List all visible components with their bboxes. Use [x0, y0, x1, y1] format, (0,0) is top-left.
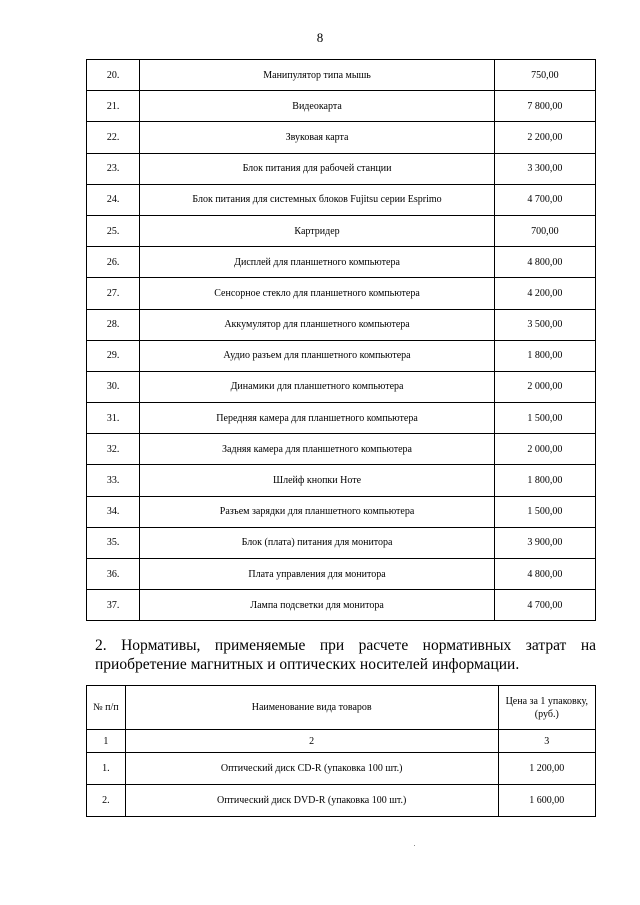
column-index-row: [87, 730, 596, 753]
item-name: Блок питания для рабочей станции: [140, 153, 495, 184]
scan-speck: [414, 845, 415, 846]
item-name: Оптический диск DVD-R (упаковка 100 шт.): [125, 785, 498, 817]
row-number: 24.: [87, 184, 140, 215]
row-number: 29.: [87, 340, 140, 371]
row-number: 1.: [87, 753, 126, 785]
index-name: 2: [125, 730, 498, 753]
table-row: [87, 91, 596, 122]
table-row: [87, 247, 596, 278]
row-number: 27.: [87, 278, 140, 309]
item-name: Блок (плата) питания для монитора: [140, 527, 495, 558]
table-row: [87, 496, 596, 527]
table-header-row: [87, 686, 596, 730]
item-price: 2 200,00: [494, 122, 595, 153]
item-name: Аудио разъем для планшетного компьютера: [140, 340, 495, 371]
row-number: 25.: [87, 215, 140, 246]
table-row: [87, 753, 596, 785]
table-row: [87, 785, 596, 817]
table-row: [87, 527, 596, 558]
table-row: [87, 184, 596, 215]
section-2-heading: 2. Нормативы, применяемые при расчете нормативных затрат на приобретение магнитных и оптических носителей информации.: [95, 637, 596, 673]
row-number: 30.: [87, 371, 140, 402]
table-row: [87, 465, 596, 496]
row-number: 26.: [87, 247, 140, 278]
item-name: Динамики для планшетного компьютера: [140, 371, 495, 402]
item-price: 4 700,00: [494, 184, 595, 215]
item-price: 4 800,00: [494, 247, 595, 278]
page-number: 8: [316, 30, 324, 45]
item-price: 2 000,00: [494, 371, 595, 402]
item-price: 700,00: [494, 215, 595, 246]
item-price: 1 500,00: [494, 496, 595, 527]
item-name: Шлейф кнопки Ноте: [140, 465, 495, 496]
row-number: 21.: [87, 91, 140, 122]
table-row: [87, 590, 596, 621]
row-number: 28.: [87, 309, 140, 340]
item-name: Плата управления для монитора: [140, 559, 495, 590]
item-name: Передняя камера для планшетного компьютера: [140, 403, 495, 434]
item-price: 3 900,00: [494, 527, 595, 558]
row-number: 23.: [87, 153, 140, 184]
index-num: 1: [87, 730, 126, 753]
table-row: [87, 60, 596, 91]
row-number: 2.: [87, 785, 126, 817]
header-price: Цена за 1 упаковку, (руб.): [498, 686, 595, 730]
table-row: [87, 278, 596, 309]
table-row: [87, 215, 596, 246]
row-number: 34.: [87, 496, 140, 527]
item-price: 4 700,00: [494, 590, 595, 621]
parts-price-table-body: [87, 60, 596, 621]
row-number: 37.: [87, 590, 140, 621]
row-number: 35.: [87, 527, 140, 558]
table-row: [87, 153, 596, 184]
table-row: [87, 403, 596, 434]
item-price: 3 300,00: [494, 153, 595, 184]
item-name: Манипулятор типа мышь: [140, 60, 495, 91]
item-price: 4 200,00: [494, 278, 595, 309]
item-price: 750,00: [494, 60, 595, 91]
item-name: Дисплей для планшетного компьютера: [140, 247, 495, 278]
item-price: 4 800,00: [494, 559, 595, 590]
item-price: 1 800,00: [494, 465, 595, 496]
item-name: Сенсорное стекло для планшетного компьютера: [140, 278, 495, 309]
item-name: Видеокарта: [140, 91, 495, 122]
item-name: Лампа подсветки для монитора: [140, 590, 495, 621]
item-price: 1 200,00: [498, 753, 595, 785]
item-price: 1 500,00: [494, 403, 595, 434]
row-number: 31.: [87, 403, 140, 434]
item-name: Оптический диск CD-R (упаковка 100 шт.): [125, 753, 498, 785]
table-row: [87, 340, 596, 371]
item-name: Аккумулятор для планшетного компьютера: [140, 309, 495, 340]
item-price: 7 800,00: [494, 91, 595, 122]
item-name: Блок питания для системных блоков Fujitsu серии Esprimo: [140, 184, 495, 215]
table-row: [87, 434, 596, 465]
index-price: 3: [498, 730, 595, 753]
header-name: Наименование вида товаров: [125, 686, 498, 730]
item-price: 1 800,00: [494, 340, 595, 371]
item-price: 1 600,00: [498, 785, 595, 817]
row-number: 20.: [87, 60, 140, 91]
item-name: Картридер: [140, 215, 495, 246]
table-row: [87, 309, 596, 340]
row-number: 33.: [87, 465, 140, 496]
table-row: [87, 122, 596, 153]
parts-price-table: [86, 59, 596, 621]
media-price-table: [86, 685, 596, 817]
header-num: № п/п: [87, 686, 126, 730]
item-price: 2 000,00: [494, 434, 595, 465]
item-name: Задняя камера для планшетного компьютера: [140, 434, 495, 465]
row-number: 22.: [87, 122, 140, 153]
table-row: [87, 559, 596, 590]
table-row: [87, 371, 596, 402]
row-number: 32.: [87, 434, 140, 465]
item-name: Звуковая карта: [140, 122, 495, 153]
item-price: 3 500,00: [494, 309, 595, 340]
media-price-table-body: [87, 686, 596, 817]
item-name: Разъем зарядки для планшетного компьютера: [140, 496, 495, 527]
row-number: 36.: [87, 559, 140, 590]
